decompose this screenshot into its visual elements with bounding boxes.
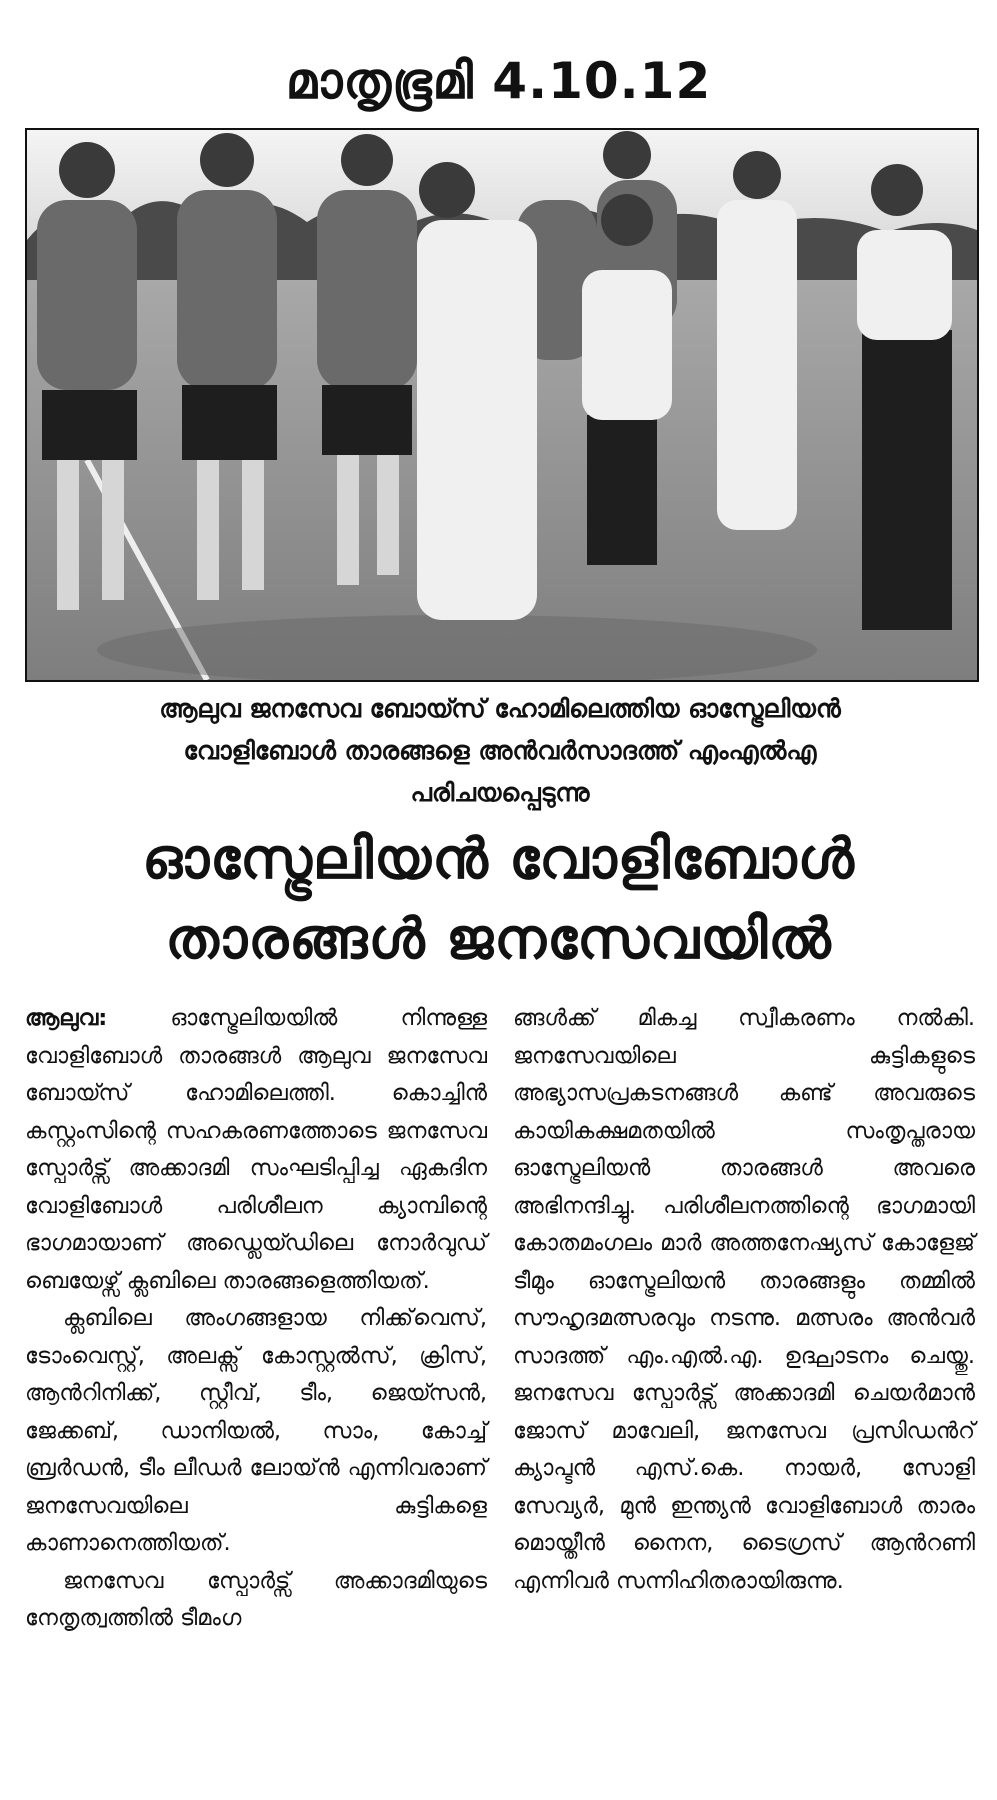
headline <box>0 820 997 980</box>
masthead: മാതൃഭൂമി 4.10.12 <box>285 52 712 110</box>
headline-line: ഓസ്ട്രേലിയൻ വോളിബോൾ <box>142 827 855 892</box>
article-paragraph: ക്ലബിലെ അംഗങ്ങളായ നിക്ക്‌വെസ്, ടോംവെസ്റ്റ്, അലക്സ് കോസ്റ്റൽസ്, ക്രിസ്, ആൻറിനിക്ക്, സ്റ്റീവ്, ടീം, ജെയ്സൻ, ജേക്കബ്, ഡാനിയൽ, സാം, കോച്ച് ബ്രർഡൻ, ടീം ലീഡർ ലോയ്ൻ എന്നിവരാണ് ജനസേവയിലെ കുട്ടികളെ കാണാനെത്തിയത്. <box>25 1305 487 1556</box>
caption-line: വോളിബോൾ താരങ്ങളെ അൻവർസാദത്ത് എംഎൽഎ <box>183 736 817 765</box>
headline-line: താരങ്ങൾ ജനസേവയിൽ <box>165 907 832 972</box>
article-paragraph: ഓസ്ട്രേലിയയിൽ നിന്നുള്ള വോളിബോൾ താരങ്ങൾ ആലുവ ജനസേവ ബോയ്സ് ഹോമിലെത്തി. കൊച്ചിൻ കസ്റ്റംസിന്റെ സഹകരണത്തോടെ ജനസേവ സ്പോർട്സ് അക്കാദമി സംഘടിപ്പിച്ച ഏകദിന വോളിബോൾ പരിശീലന ക്യാമ്പിന്റെ ഭാഗമായാണ് അഡ്ലെയ്ഡിലെ നോർവുഡ് ബെയേഴ്സ് ക്ലബിലെ താരങ്ങളെത്തിയത്. <box>25 1005 487 1294</box>
article-paragraph: ജനസേവ സ്പോർട്സ് അക്കാദമിയുടെ നേതൃത്വത്തിൽ ടീമംഗ <box>25 1567 487 1631</box>
dateline: ആലുവ: <box>25 1005 108 1031</box>
article-column-left <box>25 1000 487 1638</box>
article-paragraph: ങ്ങൾക്ക് മികച്ച സ്വീകരണം നൽകി. ജനസേവയിലെ കുട്ടികളുടെ അഭ്യാസപ്രകടനങ്ങൾ കണ്ട് അവരുടെ കായികക്ഷമതയിൽ സംതൃപ്തരായ ഓസ്ട്രേലിയൻ താരങ്ങൾ അവരെ അഭിനന്ദിച്ചു. പരിശീലനത്തിന്റെ ഭാഗമായി കോതമംഗലം മാർ അത്തനേഷ്യസ് കോളേജ് ടീമും ഓസ്ട്രേലിയൻ താരങ്ങളും തമ്മിൽ സൗഹൃദമത്സരവും നടന്നു. മത്സരം അൻവർ സാദത്ത് എം.എൽ.എ. ഉദ്ഘാടനം ചെയ്തു. ജനസേവ സ്പോർട്സ് അക്കാദമി ചെയർമാൻ ജോസ് മാവേലി, ജനസേവ പ്രസിഡൻറ് ക്യാപ്ടൻ എസ്.കെ. നായർ, സോളി സേവ്യർ, മുൻ ഇന്ത്യൻ വോളിബോൾ താരം മൊയ്തീൻ നൈന, ടൈഗ്രസ് ആൻറണി എന്നിവർ സന്നിഹിതരായിരുന്നു. <box>513 1005 975 1594</box>
news-photo <box>25 128 979 682</box>
photo-caption <box>30 688 970 814</box>
photo-illustration <box>27 130 977 680</box>
caption-line: ആലുവ ജനസേവ ബോയ്സ് ഹോമിലെത്തിയ ഓസ്ട്രേലിയൻ <box>159 694 841 723</box>
article-column-right <box>513 1000 975 1600</box>
caption-line: പരിചയപ്പെടുന്നു <box>410 778 590 807</box>
